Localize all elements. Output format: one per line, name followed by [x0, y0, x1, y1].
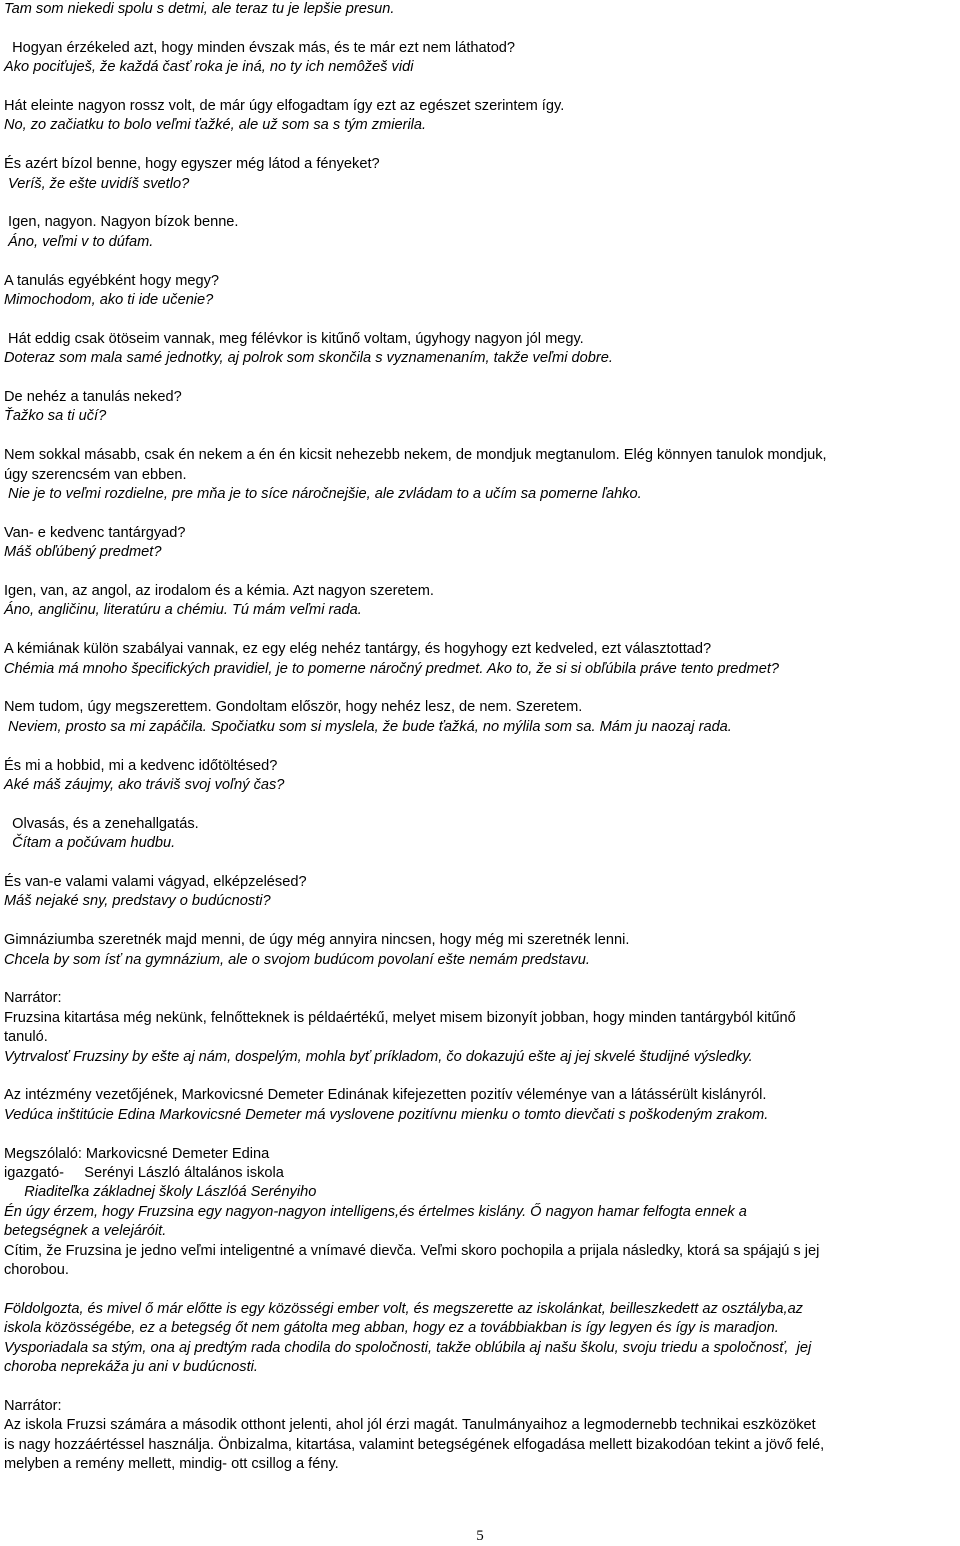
text-line: A kémiának külön szabályai vannak, ez egy elég nehéz tantárgy, és hogyhogy ezt kedveled, ezt választottad? [4, 641, 712, 658]
translation-line: Tam som niekedi spolu s detmi, ale teraz tu je lepšie presun. [4, 1, 395, 17]
text-line: tanuló. [4, 1029, 48, 1046]
translation-line: Veríš, že ešte uvidíš svetlo? [4, 175, 190, 192]
paragraph-gap [4, 621, 954, 640]
text-line: Van- e kedvenc tantárgyad? [4, 524, 186, 541]
text-line: Nem sokkal másabb, csak én nekem a én én kicsit nehezebb nekem, de mondjuk megtanulom. Elég könnyen tanulok mondjuk, [4, 447, 827, 464]
paragraph-gap [4, 737, 954, 756]
paragraph-gap [4, 194, 954, 213]
text-line: A tanulás egyébként hogy megy? [4, 272, 220, 289]
paragraph-gap [4, 679, 954, 698]
text-line: igazgató- Serényi László általános iskola [4, 1165, 284, 1182]
text-line: Gimnáziumba szeretnék majd menni, de úgy még annyira nincsen, hogy még mi szeretnék lenni. [4, 932, 630, 949]
translation-line: Chémia má mnoho špecifických pravidiel, je to pomerne náročný predmet. Ako to, že si si obľúbila práve tento predmet? [4, 660, 779, 677]
translation-line: Ako pociťuješ, že každá časť roka je iná, no ty ich nemôžeš vidi [4, 59, 414, 76]
translation-line: Áno, angličinu, literatúru a chémiu. Tú mám veľmi rada. [4, 602, 362, 619]
translation-line: Földolgozta, és mivel ő már előtte is egy közösségi ember volt, és megszerette az iskolánkat, beilleszkedett az osztályba,az [4, 1300, 803, 1317]
text-line: Fruzsina kitartása még nekünk, felnőtteknek is példaértékű, melyet misem bizonyít jobban, hogy minden tantárgyból kitűnő [4, 1009, 796, 1026]
translation-line: Én úgy érzem, hogy Fruzsina egy nagyon-nagyon intelligens,és értelmes kislány. Ő nagyon hamar felfogta ennek a [4, 1203, 747, 1220]
paragraph-gap [4, 1378, 954, 1397]
text-line: Az iskola Fruzsi számára a második otthont jelenti, ahol jól érzi magát. Tanulmányaihoz a legmodernebb technikai eszközöket [4, 1417, 816, 1434]
text-line: Az intézmény vezetőjének, Markovicsné Demeter Edinának kifejezetten pozitív véleménye van a látássérült kislányról. [4, 1087, 767, 1104]
translation-line: Nie je to veľmi rozdielne, pre mňa je to síce náročnejšie, ale zvládam to a učím sa pomerne ľahko. [4, 486, 642, 503]
text-line: Hát eddig csak ötöseim vannak, meg félévkor is kitűnő voltam, úgyhogy nagyon jól megy. [4, 330, 584, 347]
translation-line: No, zo začiatku to bolo veľmi ťažké, ale už som sa s tým zmierila. [4, 117, 427, 134]
paragraph-gap [4, 912, 954, 931]
translation-line: iskola közösségébe, ez a betegség őt nem gátolta meg abban, hogy ez a továbbiakban is így legyen és így is maradjon. [4, 1320, 779, 1337]
translation-line: Čítam a počúvam hudbu. [4, 835, 176, 852]
text-line: is nagy hozzáértéssel használja. Önbizalma, kitartása, valamint betegségének elfogadása mellett bizakodóan tekint a jövő felé, [4, 1436, 825, 1453]
translation-line: Áno, veľmi v to dúfam. [4, 233, 154, 250]
paragraph-gap [4, 252, 954, 271]
text-line: Hogyan érzékeled azt, hogy minden évszak más, és te már ezt nem láthatod? [4, 39, 516, 56]
text-line: chorobou. [4, 1262, 69, 1279]
translation-line: choroba neprekáža ju ani v budúcnosti. [4, 1359, 258, 1376]
translation-line: Ťažko sa ti učí? [4, 408, 107, 425]
translation-line: Doteraz som mala samé jednotky, aj polrok som skončila s vyznamenaním, takže veľmi dobre. [4, 350, 613, 367]
paragraph-gap [4, 1125, 954, 1144]
paragraph-gap [4, 427, 954, 446]
text-line: Narrátor: [4, 1397, 62, 1414]
text-line: Narrátor: [4, 990, 62, 1007]
paragraph-gap [4, 504, 954, 523]
translation-line: Vysporiadala sa stým, ona aj predtým rada chodila do spoločnosti, takže oblúbila aj našu školu, svoju triedu a spoločnosť, jej [4, 1339, 812, 1356]
paragraph-gap [4, 1067, 954, 1086]
translation-line: Vedúca inštitúcie Edina Markovicsné Demeter má vyslovene pozitívnu mienku o tomto dievčati s poškodeným zrakom. [4, 1106, 769, 1123]
translation-line: Máš obľúbený predmet? [4, 544, 162, 561]
text-line: Igen, van, az angol, az irodalom és a kémia. Azt nagyon szeretem. [4, 583, 434, 600]
translation-line: Aké máš záujmy, ako trávіš svoj voľný čas? [4, 777, 285, 794]
translation-line: Mimochodom, ako ti ide učenie? [4, 292, 214, 309]
translation-line: Vytrvalosť Fruzsiny by ešte aj nám, dospelým, mohla byť príkladom, čo dokazujú ešte aj jej skvelé študijné výsledky. [4, 1048, 753, 1065]
text-line: És van-e valami valami vágyad, elképzelésed? [4, 874, 307, 891]
text-line: úgy szerencsém van ebben. [4, 466, 187, 483]
paragraph-gap [4, 369, 954, 388]
text-line: Nem tudom, úgy megszerettem. Gondoltam először, hogy nehéz lesz, de nem. Szeretem. [4, 699, 583, 716]
paragraph-gap [4, 136, 954, 155]
text-line: Megszólaló: Markovicsné Demeter Edina [4, 1145, 270, 1162]
text-line: Hát eleinte nagyon rossz volt, de már úgy elfogadtam így ezt az egészet szerintem így. [4, 98, 565, 114]
translation-line: Máš nejaké sny, predstavy o budúcnosti? [4, 893, 271, 910]
text-line: Olvasás, és a zenehallgatás. [4, 815, 199, 832]
text-line: melyben a remény mellett, mindig- ott csillog a fény. [4, 1456, 339, 1473]
document-body [4, 0, 954, 1475]
translation-line: Chcela by som ísť na gymnázium, ale o svojom budúcom povolaní ešte nemám predstavu. [4, 951, 590, 968]
paragraph-gap [4, 970, 954, 989]
page-number: 5 [476, 1528, 484, 1544]
text-line: Igen, nagyon. Nagyon bízok benne. [4, 214, 239, 231]
translation-line: Riaditeľka základnej školy Lászlóá Serényiho [4, 1184, 317, 1201]
paragraph-gap [4, 563, 954, 582]
paragraph-gap [4, 310, 954, 329]
paragraph-gap [4, 78, 954, 97]
translation-line: Neviem, prosto sa mi zapáčila. Spočiatku som si myslela, že bude ťažká, no mýlila som sa. Mám ju naozaj rada. [4, 718, 732, 735]
paragraph-gap [4, 795, 954, 814]
text-line: És azért bízol benne, hogy egyszer még látod a fényeket? [4, 156, 380, 173]
paragraph-gap [4, 19, 954, 38]
translation-line: betegségnek a velejáróit. [4, 1223, 167, 1240]
text-line: Cítim, že Fruzsina je jedno veľmi inteligentné a vnímavé dievča. Veľmi skoro pochopila a prijala následky, ktorá sa spájajú s jej [4, 1242, 820, 1259]
text-line: És mi a hobbid, mi a kedvenc időtöltésed? [4, 757, 278, 774]
paragraph-gap [4, 854, 954, 873]
paragraph-gap [4, 1281, 954, 1300]
text-line: De nehéz a tanulás neked? [4, 389, 182, 406]
